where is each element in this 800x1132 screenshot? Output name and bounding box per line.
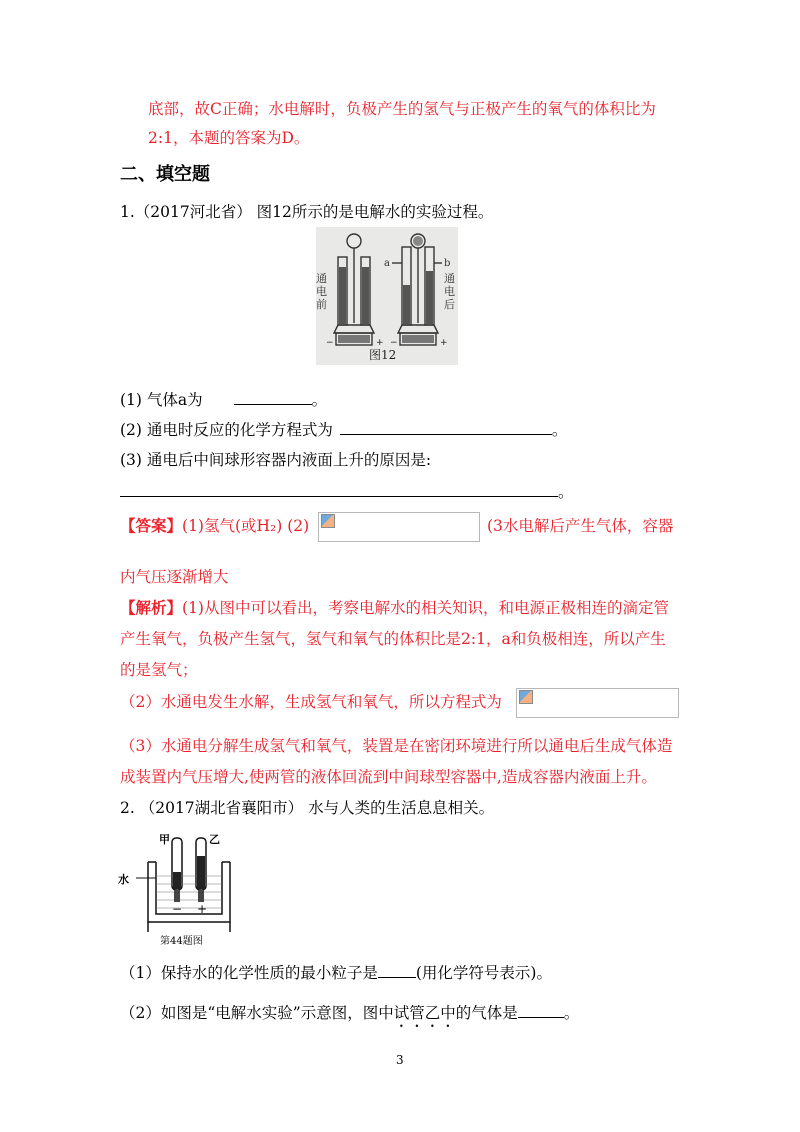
q1-sub1-end: 。	[311, 391, 328, 409]
right-plus-label: +	[440, 338, 448, 348]
q1-sub2	[120, 418, 567, 440]
figure-12-caption: 图12	[369, 348, 397, 362]
label-a: a	[384, 258, 390, 269]
answer-continuation-line2: 2:1，本题的答案为D。	[148, 129, 310, 147]
answer-part2: (3水电解后产生气体，容器	[487, 517, 674, 535]
q1-analysis-line6: 成装置内气压增大,使两管的液体回流到中间球型容器中,造成容器内液面上升。	[120, 768, 657, 786]
label-after-power: 通电后	[444, 272, 455, 311]
q1-analysis-line5: （3）水通电分解生成氢气和氧气，装置是在密闭环境进行所以通电后生成气体造	[120, 737, 673, 755]
equation-image-placeholder-2	[516, 688, 679, 718]
left-plus-label: +	[376, 338, 384, 348]
question-1-stem: 1.（2017河北省） 图12所示的是电解水的实验过程。	[120, 203, 494, 221]
q1-analysis-line1	[120, 596, 669, 618]
q1-analysis-line4: （2）水通电发生水解，生成氢气和氧气，所以方程式为	[120, 693, 502, 711]
q2-sub2-emphasis: 试管乙中	[393, 1004, 456, 1022]
q1-answer-line2: 内气压逐渐增大	[120, 568, 229, 586]
q1-sub3: (3) 通电后中间球形容器内液面上升的原因是:	[120, 451, 432, 469]
q1-analysis-line3: 的是氢气；	[120, 661, 198, 679]
equation-image-placeholder-1	[318, 512, 480, 542]
figure-44	[118, 828, 242, 948]
q2-sub2-blank[interactable]	[518, 1001, 564, 1018]
q2-sub2-text-b: 的气体是	[455, 1004, 518, 1022]
q1-answer-line1	[120, 514, 309, 536]
q2-sub2-end: 。	[563, 1004, 580, 1022]
question-2-stem: 2. （2017湖北省襄阳市） 水与人类的生活息息相关。	[120, 799, 495, 817]
label-tube-jia: 甲	[159, 833, 170, 846]
section-title: 二、填空题	[120, 164, 210, 185]
q2-sub2	[120, 1001, 579, 1031]
q1-sub3-answer-line	[120, 480, 574, 502]
analysis1-a: (1)从图中可以看出，考察电解水的相关知识，和电源正极相连的滴定管	[182, 599, 669, 617]
label-minus: −	[172, 902, 183, 916]
electrolysis-tubes-image	[118, 828, 242, 948]
q2-sub1-blank[interactable]	[378, 961, 416, 978]
q2-sub2-text: （2）如图是“电解水实验”示意图，图中	[120, 1004, 394, 1022]
label-plus: +	[197, 902, 208, 916]
q1-sub1-blank[interactable]	[234, 388, 312, 405]
label-tube-yi: 乙	[209, 833, 220, 846]
page-number: 3	[396, 1053, 404, 1067]
q2-sub1-text: （1）保持水的化学性质的最小粒子是	[120, 964, 378, 982]
q1-analysis-line2: 产生氧气，负极产生氢气，氢气和氧气的体积比是2:1，a和负极相连，所以产生	[120, 630, 666, 648]
q1-sub2-text: (2) 通电时反应的化学方程式为	[120, 421, 333, 439]
q1-sub2-end: 。	[551, 421, 568, 439]
q1-sub2-blank[interactable]	[340, 418, 552, 435]
broken-image-icon	[321, 514, 335, 528]
answer-part1: (1)氢气(或H₂) (2)	[182, 517, 310, 535]
q1-sub3-blank[interactable]	[120, 480, 558, 497]
analysis-tag: 【解析】	[120, 598, 183, 617]
label-water: 水	[118, 873, 129, 886]
q1-sub1	[120, 388, 327, 410]
left-minus-label: −	[326, 338, 334, 348]
q2-sub1-hint: (用化学符号表示)。	[415, 964, 552, 982]
answer-tag: 【答案】	[120, 516, 183, 535]
q1-sub3-end: 。	[558, 483, 574, 501]
label-before-power: 通电前	[316, 272, 327, 311]
right-minus-label: −	[390, 338, 398, 348]
broken-image-icon	[519, 690, 533, 704]
q1-sub1-text: (1) 气体a为	[120, 391, 203, 409]
label-b: b	[444, 258, 451, 269]
answer-continuation-line1: 底部，故C正确；水电解时，负极产生的氢气与正极产生的氧气的体积比为	[148, 100, 656, 118]
figure-44-caption: 第44题图	[160, 936, 203, 947]
electrolysis-apparatus-image	[316, 227, 458, 365]
q2-sub1	[120, 961, 552, 983]
figure-12	[316, 227, 458, 365]
